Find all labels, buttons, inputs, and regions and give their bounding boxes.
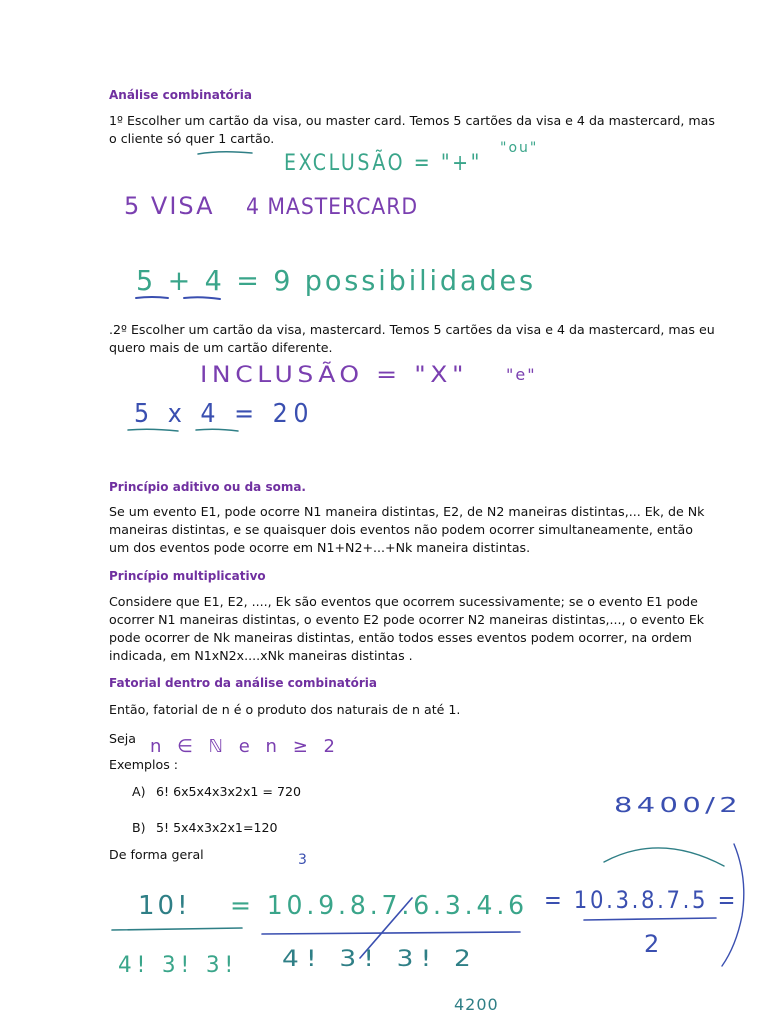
formula-mid-denominator: 4! 3! 3! 2 (282, 947, 478, 972)
exemplos-label: Exemplos : (109, 757, 179, 772)
underline-stroke (128, 429, 178, 431)
fatorial-line-1: Então, fatorial de n é o produto dos naturais de n até 1. (109, 702, 461, 717)
multi-line-3: pode ocorrer de Nk maneiras distintas, então todos esses eventos podem ocorrer, na ordem (109, 630, 692, 645)
heading-principio-aditivo: Princípio aditivo ou da soma. (109, 480, 306, 494)
list-item-label: A) (132, 784, 146, 799)
bracket-stroke (722, 844, 744, 966)
q2-line-2: quero mais de um cartão diferente. (109, 340, 333, 355)
small-4200-handwriting: 4200 (454, 995, 499, 1014)
produto-handwriting: 5 x 4 = 20 (134, 399, 314, 429)
fraction-bar (112, 928, 242, 930)
heading-analise-combinatoria: Análise combinatória (109, 88, 252, 102)
q2-line-1: .2º Escolher um cartão da visa, mastercard. Temos 5 cartões da visa e 4 da mastercard, mas eu (109, 322, 715, 337)
q1-line-2: o cliente só quer 1 cartão. (109, 131, 275, 146)
underline-stroke (196, 429, 238, 431)
underline-stroke (198, 152, 252, 154)
q1-line-1: 1º Escolher um cartão da visa, ou master card. Temos 5 cartões da visa e 4 da mastercard, mas (109, 113, 715, 128)
small-three-handwriting: 3 (298, 852, 307, 868)
ou-handwriting: "ou" (500, 140, 539, 156)
fraction-bar (262, 932, 520, 934)
multi-line-4: indicada, em N1xN2x....xNk maneiras distintas . (109, 648, 413, 663)
resultado-handwriting: 8400/2 (614, 793, 742, 817)
list-item (132, 819, 278, 837)
mastercard-handwriting: 4 MASTERCARD (246, 195, 418, 220)
underline-stroke (184, 297, 220, 299)
inclusao-handwriting: INCLUSÃO = "X" (200, 363, 436, 388)
forma-geral-label: De forma geral (109, 847, 204, 862)
multi-line-1: Considere que E1, E2, ...., Ek são eventos que ocorrem sucessivamente; se o evento E1 pode (109, 594, 698, 609)
list-item-label: B) (132, 820, 146, 835)
aditivo-line-1: Se um evento E1, pode ocorre N1 maneira distintas, E2, de N2 maneiras distintas,... Ek, de Nk (109, 504, 705, 519)
aditivo-line-3: um dos eventos pode ocorre em N1+N2+...+Nk maneira distintas. (109, 540, 531, 555)
multi-line-2: ocorrer N1 maneiras distintas, o evento E2 pode ocorrer N2 maneiras distintas,..., o evento Ek (109, 612, 705, 627)
list-item-text: 6! 6x5x4x3x2x1 = 720 (156, 784, 302, 799)
arc-stroke (604, 848, 724, 866)
heading-principio-multiplicativo: Princípio multiplicativo (109, 569, 266, 583)
formula-mid-numerator: = 10.9.8.7.6.3.4.6 (230, 891, 528, 921)
aditivo-line-2: maneiras distintas, e se quaisquer dois eventos não podem ocorrer simultaneamente, então (109, 522, 693, 537)
formula-left-denominator: 4! 3! 3! (118, 953, 238, 978)
heading-fatorial: Fatorial dentro da análise combinatória (109, 676, 377, 690)
cancel-stroke (360, 898, 412, 958)
exclusao-handwriting: EXCLUSÃO = "+" (284, 151, 514, 176)
list-item-text: 5! 5x4x3x2x1=120 (156, 820, 278, 835)
list-item (132, 783, 301, 801)
visa-handwriting: 5 VISA (124, 192, 215, 220)
fraction-bar (584, 918, 716, 920)
e-handwriting: "e" (506, 365, 537, 384)
underline-stroke (136, 297, 168, 298)
formula-right-denominator: 2 (644, 930, 660, 958)
soma-handwriting: 5 + 4 = 9 possibilidades (136, 264, 536, 297)
formula-left-numerator: 10! (138, 891, 191, 921)
seja-label: Seja (109, 731, 136, 746)
formula-right-numerator: = 10.3.8.7.5 = (544, 886, 738, 914)
condicao-handwriting: n ∈ ℕ e n ≥ 2 (150, 736, 340, 757)
